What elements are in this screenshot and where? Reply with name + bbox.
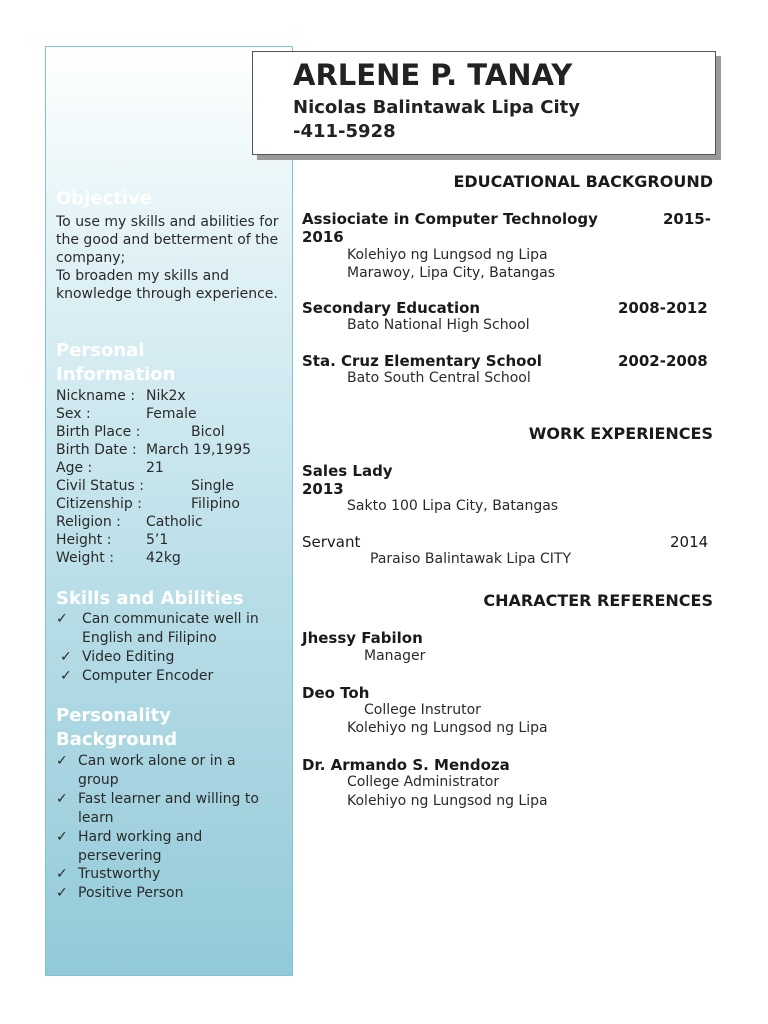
reference-name: Jhessy Fabilon	[302, 629, 423, 647]
info-row-weight	[56, 549, 181, 567]
info-value: 21	[146, 460, 164, 476]
info-value: Catholic	[146, 514, 203, 530]
work-place: Paraiso Balintawak Lipa CITY	[370, 551, 572, 567]
skill-text: Can communicate well in English and Filipino	[82, 611, 259, 646]
objective-text-2: To broaden my skills and knowledge through experience.	[56, 268, 278, 302]
info-row-nickname	[56, 387, 186, 405]
personal-info-heading: Personal Information	[56, 340, 176, 385]
personality-text: Hard working and persevering	[78, 829, 203, 864]
info-row-age	[56, 459, 164, 477]
work-place: Sakto 100 Lipa City, Batangas	[347, 498, 559, 514]
education-year: 2015-	[663, 210, 711, 228]
check-icon: ✓	[56, 611, 68, 627]
check-icon: ✓	[56, 866, 68, 882]
info-value: March 19,1995	[146, 442, 252, 458]
education-title: Sta. Cruz Elementary School	[302, 352, 542, 370]
reference-name: Dr. Armando S. Mendoza	[302, 756, 510, 774]
info-label: Height :	[56, 532, 112, 548]
info-value: Female	[146, 406, 197, 422]
check-icon: ✓	[56, 753, 68, 769]
check-icon: ✓	[56, 885, 68, 901]
work-title: Sales Lady	[302, 462, 393, 480]
education-year-end: 2016	[302, 228, 344, 246]
skill-text: Computer Encoder	[82, 668, 214, 684]
info-label: Religion :	[56, 514, 121, 530]
education-school: Bato National High School	[347, 317, 530, 333]
work-year: 2013	[302, 480, 344, 498]
info-value: 42kg	[146, 550, 181, 566]
check-icon: ✓	[60, 649, 72, 665]
reference-organization: Kolehiyo ng Lungsod ng Lipa	[347, 720, 548, 736]
work-title: Servant	[302, 533, 361, 551]
personality-heading: Personality Background	[56, 705, 178, 750]
education-school: Bato South Central School	[347, 370, 531, 386]
education-heading: EDUCATIONAL BACKGROUND	[453, 172, 713, 191]
info-label: Birth Place :	[56, 424, 141, 440]
info-row-birth-place	[56, 423, 225, 441]
education-title: Assiociate in Computer Technology	[302, 210, 598, 228]
education-school: Kolehiyo ng Lungsod ng Lipa	[347, 247, 548, 263]
info-label: Nickname :	[56, 388, 136, 404]
personality-text: Fast learner and willing to learn	[78, 791, 259, 826]
education-location: Marawoy, Lipa City, Batangas	[347, 265, 556, 281]
info-value: Single	[191, 478, 235, 494]
applicant-address: Nicolas Balintawak Lipa City	[293, 97, 581, 118]
personality-text: Positive Person	[78, 885, 184, 901]
education-year: 2008-2012	[618, 299, 708, 317]
info-label: Sex :	[56, 406, 91, 422]
education-year: 2002-2008	[618, 352, 708, 370]
info-label: Birth Date :	[56, 442, 137, 458]
reference-position: College Instrutor	[364, 702, 481, 718]
info-row-civil-status	[56, 477, 235, 495]
check-icon: ✓	[56, 829, 68, 845]
check-icon: ✓	[56, 791, 68, 807]
sidebar	[45, 46, 293, 976]
info-label: Civil Status :	[56, 478, 144, 494]
info-row-sex	[56, 405, 197, 423]
objective-heading: Objective	[56, 188, 152, 209]
reference-position: Manager	[364, 648, 426, 664]
info-row-citizenship	[56, 495, 240, 513]
info-label: Citizenship :	[56, 496, 142, 512]
info-label: Age :	[56, 460, 93, 476]
skills-heading: Skills and Abilities	[56, 588, 244, 609]
header-box	[252, 51, 716, 155]
info-row-height	[56, 531, 169, 549]
info-value: Bicol	[191, 424, 225, 440]
education-title: Secondary Education	[302, 299, 481, 317]
reference-position: College Administrator	[347, 774, 500, 790]
info-label: Weight :	[56, 550, 114, 566]
info-value: 5’1	[146, 532, 169, 548]
info-row-birth-date	[56, 441, 252, 459]
work-year: 2014	[670, 533, 709, 551]
personality-text: Trustworthy	[78, 866, 161, 882]
info-value: Nik2x	[146, 388, 186, 404]
info-row-religion	[56, 513, 203, 531]
objective-text: To use my skills and abilities for the good and betterment of the company;	[56, 214, 279, 266]
reference-organization: Kolehiyo ng Lungsod ng Lipa	[347, 793, 548, 809]
skill-text: Video Editing	[82, 649, 175, 665]
check-icon: ✓	[60, 668, 72, 684]
references-heading: CHARACTER REFERENCES	[483, 591, 713, 610]
reference-name: Deo Toh	[302, 684, 370, 702]
work-heading: WORK EXPERIENCES	[528, 424, 713, 443]
personality-text: Can work alone or in a group	[78, 753, 236, 788]
info-value: Filipino	[191, 496, 240, 512]
applicant-name: ARLENE P. TANAY	[293, 58, 573, 92]
applicant-phone: -411-5928	[293, 121, 396, 142]
